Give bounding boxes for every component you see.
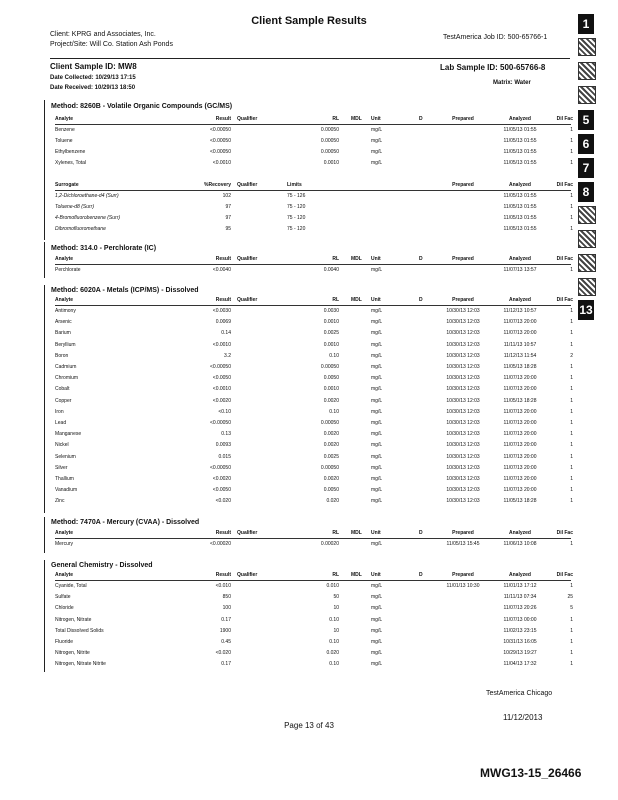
- cell-prep: 10/30/13 12:03: [446, 352, 480, 359]
- cell-anal: 11/07/13 20:00: [503, 453, 537, 460]
- cell-anal: 11/01/13 17:12: [503, 583, 537, 589]
- cell-dil: 1: [570, 364, 573, 370]
- table-row: [55, 330, 571, 340]
- cell-analyte: Beryllium: [55, 341, 76, 348]
- cell-dil: 1: [570, 627, 573, 634]
- header-rule: [55, 580, 571, 581]
- cell-prep: 10/30/13 12:03: [446, 487, 480, 494]
- mercury-section: [44, 517, 573, 553]
- cell-unit: mg/L: [371, 364, 383, 370]
- side-tab: 8: [578, 182, 594, 202]
- cell-dil: 25: [567, 594, 573, 601]
- cell-rl: 0.0025: [323, 330, 339, 337]
- cell-result: <0.020: [215, 650, 231, 657]
- cell-analyte: Sulfate: [55, 594, 71, 601]
- cell-analyte: Silver: [55, 464, 68, 471]
- cell-dil: 1: [570, 308, 573, 314]
- cell-rl: 0.0025: [323, 453, 339, 460]
- cell-unit: mg/L: [371, 352, 383, 359]
- col-analyte: Analyte: [55, 116, 74, 122]
- cell-analyte: Total Dissolved Solids: [55, 627, 104, 634]
- cell-analyte: Cadmium: [55, 364, 77, 370]
- cell-unit: mg/L: [371, 420, 383, 426]
- table-row: [55, 409, 571, 419]
- cell-rl: 0.10: [329, 352, 339, 359]
- barcode-mark-icon: [578, 86, 596, 104]
- col-dil: Dil Fac: [556, 182, 573, 188]
- cell-anal: 11/05/13 18:28: [503, 397, 537, 404]
- cell-result: 1900: [219, 627, 231, 634]
- cell-unit: mg/L: [371, 650, 383, 657]
- cell-rl: 0.0010: [323, 341, 339, 348]
- cell-unit: mg/L: [371, 616, 383, 623]
- cell-analyte: Cobalt: [55, 386, 70, 393]
- cell-dil: 5: [570, 605, 573, 612]
- cell-result: <0.0010: [212, 341, 231, 348]
- cell-analyte: Nickel: [55, 442, 69, 449]
- table-row: [55, 476, 571, 486]
- table-row: [55, 628, 571, 638]
- cell-rl: 0.00050: [320, 464, 339, 471]
- cell-rl: 0.10: [329, 661, 339, 668]
- cell-prep: 11/01/13 10:30: [446, 583, 480, 589]
- col-qualifier: Qualifier: [237, 182, 258, 188]
- table-row: [55, 583, 571, 593]
- cell-analyte: Chromium: [55, 375, 79, 382]
- table-row: [55, 342, 571, 352]
- table-header: Analyte Result Qualifier RL MDL Unit D Prepared Analyzed Dil Fac: [55, 572, 573, 578]
- cell-anal: 11/07/13 00:00: [503, 616, 537, 623]
- side-tab: 5: [578, 110, 594, 130]
- cell-anal: 11/05/13 18:28: [503, 498, 537, 505]
- table-row: [55, 375, 571, 385]
- date-received: Date Received: 10/29/13 18:50: [50, 85, 136, 91]
- cell-analyte: Barium: [55, 330, 71, 337]
- barcode-mark-icon: [578, 38, 596, 56]
- cell-anal: 11/07/13 20:00: [503, 442, 537, 449]
- cell-result: 100: [222, 605, 231, 612]
- col-prepared: Prepared: [452, 182, 474, 188]
- cell-result: 0.0093: [215, 442, 231, 449]
- cell-unit: mg/L: [371, 627, 383, 634]
- page-number: Page 13 of 43: [284, 721, 334, 730]
- cell-rl: 0.010: [326, 583, 339, 589]
- section-title: Method: 7470A - Mercury (CVAA) - Dissolved: [51, 519, 200, 526]
- sample-dates: [50, 73, 136, 93]
- cell-unit: mg/L: [371, 442, 383, 449]
- cell-rl: 0.00050: [320, 420, 339, 426]
- cell-result: <0.020: [215, 498, 231, 505]
- col-analyzed: Analyzed: [509, 182, 531, 188]
- cell-analyte: Cyanide, Total: [55, 583, 87, 589]
- cell-analyte: Vanadium: [55, 487, 78, 494]
- metals-section: [44, 285, 573, 513]
- table-row: [55, 431, 571, 441]
- section-title: Method: 6020A - Metals (ICP/MS) - Dissolved: [51, 287, 199, 294]
- cell-anal: 11/02/13 23:15: [503, 627, 537, 634]
- table-row: [55, 353, 571, 363]
- cell-unit: mg/L: [371, 308, 383, 314]
- cell-prep: 10/30/13 12:03: [446, 408, 480, 415]
- cell-result: 0.17: [221, 661, 231, 668]
- cell-unit: mg/L: [371, 375, 383, 382]
- page-title: Client Sample Results: [251, 15, 367, 27]
- matrix: Matrix: Water: [493, 80, 531, 86]
- table-row: [55, 454, 571, 464]
- cell-result: 3.2: [224, 352, 231, 359]
- cell-prep: 10/30/13 12:03: [446, 341, 480, 348]
- col-recovery: %Recovery: [204, 182, 231, 188]
- perchlorate-section: [44, 242, 573, 278]
- cell-rl: 0.10: [329, 639, 339, 645]
- cell-result: 0.14: [221, 330, 231, 337]
- cell-rl: 0.0030: [323, 308, 339, 314]
- col-rl: RL: [332, 116, 339, 122]
- cell-dil: 1: [570, 498, 573, 505]
- cell-rl: 0.0050: [323, 487, 339, 494]
- cell-rl: 0.10: [329, 408, 339, 415]
- cell-result: <0.0050: [212, 487, 231, 494]
- cell-unit: mg/L: [371, 594, 383, 601]
- table-row: [55, 650, 571, 660]
- cell-rl: 50: [333, 594, 339, 601]
- table-row: Toluene <0.00050 0.00050 mg/L 11/05/13 01:55 1: [55, 138, 573, 144]
- cell-anal: 11/07/13 20:00: [503, 375, 537, 382]
- side-tab: 6: [578, 134, 594, 154]
- cell-dil: 1: [570, 583, 573, 589]
- cell-result: <0.0020: [212, 476, 231, 482]
- cell-prep: 10/30/13 12:03: [446, 442, 480, 449]
- side-tab: 13: [578, 300, 594, 320]
- cell-anal: 10/31/13 16:05: [503, 639, 537, 645]
- table-row: [55, 617, 571, 627]
- table-row: [55, 386, 571, 396]
- section-title: Method: 8260B - Volatile Organic Compounds (GC/MS): [51, 103, 233, 110]
- col-prepared: Prepared: [452, 116, 474, 122]
- client-sample-id: Client Sample ID: MW8: [50, 62, 137, 71]
- cell-anal: 11/07/13 20:00: [503, 431, 537, 438]
- col-limits: Limits: [287, 182, 302, 188]
- document-id: MWG13-15_26466: [480, 766, 582, 780]
- side-tab: 7: [578, 158, 594, 178]
- cell-result: <0.010: [215, 583, 231, 589]
- cell-prep: 10/30/13 12:03: [446, 431, 480, 438]
- cell-result: <0.0030: [212, 308, 231, 314]
- cell-rl: 0.020: [326, 498, 339, 505]
- cell-result: 0.0069: [215, 319, 231, 326]
- cell-unit: mg/L: [371, 498, 383, 505]
- cell-dil: 1: [570, 341, 573, 348]
- header-rule: [55, 538, 571, 539]
- header-rule: [55, 305, 571, 306]
- cell-result: <0.0020: [212, 397, 231, 404]
- client-block: [50, 30, 173, 50]
- cell-prep: 10/30/13 12:03: [446, 308, 480, 314]
- cell-result: <0.00050: [210, 420, 231, 426]
- cell-anal: 11/07/13 20:00: [503, 330, 537, 337]
- cell-anal: 11/11/13 10:57: [503, 341, 537, 348]
- cell-unit: mg/L: [371, 476, 383, 482]
- col-d: D: [419, 116, 423, 122]
- cell-anal: 11/07/13 20:00: [503, 408, 537, 415]
- header-rule: [50, 58, 570, 59]
- cell-dil: 1: [570, 616, 573, 623]
- section-title: Method: 314.0 - Perchlorate (IC): [51, 245, 157, 252]
- cell-unit: mg/L: [371, 397, 383, 404]
- cell-anal: 11/07/13 20:00: [503, 464, 537, 471]
- table-row: Xylenes, Total <0.0010 0.0010 mg/L 11/05/13 01:55 1: [55, 160, 573, 166]
- cell-prep: 10/30/13 12:03: [446, 464, 480, 471]
- cell-unit: mg/L: [371, 464, 383, 471]
- cell-result: 0.45: [221, 639, 231, 645]
- project-site: Project/Site: Will Co. Station Ash Ponds: [50, 41, 173, 48]
- cell-result: <0.0010: [212, 386, 231, 393]
- cell-dil: 1: [570, 650, 573, 657]
- cell-prep: 10/30/13 12:03: [446, 375, 480, 382]
- cell-analyte: Manganese: [55, 431, 82, 438]
- surrogate-row: 4-Bromofluorobenzene (Surr) 97 75 - 120 11/05/13 01:55 1: [55, 215, 573, 221]
- col-analyzed: Analyzed: [509, 116, 531, 122]
- cell-result: <0.00050: [210, 364, 231, 370]
- cell-analyte: Nitrogen, Nitrate Nitrite: [55, 661, 106, 668]
- cell-prep: 10/30/13 12:03: [446, 319, 480, 326]
- table-row: [55, 308, 571, 318]
- cell-anal: 11/07/13 20:00: [503, 386, 537, 393]
- cell-rl: 0.0020: [323, 431, 339, 438]
- col-mdl: MDL: [351, 116, 362, 122]
- cell-analyte: Selenium: [55, 453, 76, 460]
- table-row: [55, 498, 571, 508]
- surrogate-row: Dibromofluoromethane 95 75 - 120 11/05/13 01:55 1: [55, 226, 573, 232]
- cell-unit: mg/L: [371, 386, 383, 393]
- cell-anal: 11/07/13 20:00: [503, 476, 537, 482]
- table-row: [55, 442, 571, 452]
- cell-rl: 0.0010: [323, 386, 339, 393]
- header-rule: [55, 190, 571, 191]
- cell-prep: 10/30/13 12:03: [446, 364, 480, 370]
- table-header: Analyte Result Qualifier RL MDL Unit D Prepared Analyzed Dil Fac: [55, 530, 573, 536]
- surrogate-row: Toluene-d8 (Surr) 97 75 - 120 11/05/13 01:55 1: [55, 204, 573, 210]
- cell-unit: mg/L: [371, 583, 383, 589]
- cell-analyte: Fluoride: [55, 639, 74, 645]
- cell-anal: 11/12/13 11:54: [503, 352, 537, 359]
- cell-dil: 1: [570, 431, 573, 438]
- table-row: [55, 364, 571, 374]
- cell-unit: mg/L: [371, 408, 383, 415]
- col-result: Result: [215, 116, 231, 122]
- col-dil: Dil Fac: [556, 116, 573, 122]
- barcode-mark-icon: [578, 62, 596, 80]
- cell-anal: 11/05/13 18:28: [503, 364, 537, 370]
- cell-unit: mg/L: [371, 319, 383, 326]
- cell-dil: 1: [570, 442, 573, 449]
- cell-dil: 1: [570, 464, 573, 471]
- lab-sample-id: Lab Sample ID: 500-65766-8: [440, 63, 546, 72]
- cell-dil: 1: [570, 375, 573, 382]
- cell-rl: 0.0010: [323, 319, 339, 326]
- cell-result: 0.015: [218, 453, 231, 460]
- col-qualifier: Qualifier: [237, 116, 258, 122]
- table-row: [55, 398, 571, 408]
- barcode-mark-icon: [578, 278, 596, 296]
- cell-analyte: Lead: [55, 420, 67, 426]
- cell-unit: mg/L: [371, 639, 383, 645]
- cell-prep: 10/30/13 12:03: [446, 330, 480, 337]
- cell-dil: 1: [570, 386, 573, 393]
- table-row: [55, 487, 571, 497]
- cell-anal: 11/12/13 10:57: [503, 308, 537, 314]
- cell-prep: 10/30/13 12:03: [446, 453, 480, 460]
- cell-analyte: Boron: [55, 352, 69, 359]
- header-rule: [55, 264, 571, 265]
- barcode-mark-icon: [578, 206, 596, 224]
- cell-rl: 0.0020: [323, 476, 339, 482]
- surrogate-row: 1,2-Dichloroethane-d4 (Surr) 102 75 - 126 11/05/13 01:55 1: [55, 193, 573, 199]
- barcode-mark-icon: [578, 230, 596, 248]
- side-tab: 1: [578, 14, 594, 34]
- cell-rl: 0.020: [326, 650, 339, 657]
- col-surrogate: Surrogate: [55, 182, 79, 188]
- table-row: [55, 639, 571, 649]
- general-chemistry-section: [44, 560, 573, 672]
- cell-unit: mg/L: [371, 453, 383, 460]
- job-id: TestAmerica Job ID: 500-65766-1: [443, 34, 548, 41]
- cell-dil: 1: [570, 639, 573, 645]
- cell-unit: mg/L: [371, 431, 383, 438]
- cell-dil: 1: [570, 397, 573, 404]
- cell-rl: 0.00050: [320, 364, 339, 370]
- cell-dil: 1: [570, 661, 573, 668]
- table-row: Mercury <0.00020 0.00020 mg/L 11/05/13 15:45 11/06/13 10:08 1: [55, 541, 573, 547]
- cell-unit: mg/L: [371, 487, 383, 494]
- cell-dil: 1: [570, 319, 573, 326]
- table-row: Ethylbenzene <0.00050 0.00050 mg/L 11/05/13 01:55 1: [55, 149, 573, 155]
- table-row: [55, 661, 571, 671]
- cell-anal: 11/07/13 20:00: [503, 487, 537, 494]
- cell-rl: 0.0050: [323, 375, 339, 382]
- cell-unit: mg/L: [371, 341, 383, 348]
- table-row: [55, 605, 571, 615]
- cell-result: <0.10: [218, 408, 231, 415]
- cell-anal: 11/07/13 20:26: [503, 605, 537, 612]
- client-name: Client: KPRG and Associates, Inc.: [50, 31, 156, 38]
- cell-result: <0.00050: [210, 464, 231, 471]
- cell-dil: 1: [570, 476, 573, 482]
- cell-rl: 0.10: [329, 616, 339, 623]
- cell-analyte: Arsenic: [55, 319, 72, 326]
- cell-result: <0.0050: [212, 375, 231, 382]
- cell-anal: 11/07/13 20:00: [503, 420, 537, 426]
- table-row: [55, 594, 571, 604]
- table-header: Analyte Result Qualifier RL MDL Unit D Prepared Analyzed Dil Fac: [55, 256, 573, 262]
- cell-anal: 11/04/13 17:32: [503, 661, 537, 668]
- cell-analyte: Iron: [55, 408, 64, 415]
- table-row: Benzene <0.00050 0.00050 mg/L 11/05/13 01:55 1: [55, 127, 573, 133]
- cell-unit: mg/L: [371, 330, 383, 337]
- table-header: Analyte Result Qualifier RL MDL Unit D Prepared Analyzed Dil Fac: [55, 297, 573, 303]
- cell-analyte: Antimony: [55, 308, 76, 314]
- table-row: [55, 420, 571, 430]
- footer-date: 11/12/2013: [503, 713, 543, 722]
- cell-dil: 1: [570, 408, 573, 415]
- cell-dil: 1: [570, 453, 573, 460]
- table-row: Perchlorate <0.0040 0.0040 mg/L 11/07/13 13:57 1: [55, 267, 573, 273]
- cell-anal: 11/07/13 20:00: [503, 319, 537, 326]
- col-unit: Unit: [371, 116, 381, 122]
- cell-prep: 10/30/13 12:03: [446, 386, 480, 393]
- table-row: [55, 319, 571, 329]
- cell-prep: 10/30/13 12:03: [446, 397, 480, 404]
- table-row: [55, 465, 571, 475]
- cell-rl: 10: [333, 627, 339, 634]
- cell-rl: 0.0020: [323, 442, 339, 449]
- cell-prep: 10/30/13 12:03: [446, 498, 480, 505]
- cell-result: 850: [222, 594, 231, 601]
- cell-analyte: Nitrogen, Nitrite: [55, 650, 90, 657]
- cell-analyte: Zinc: [55, 498, 65, 505]
- section-title: General Chemistry - Dissolved: [51, 562, 153, 569]
- cell-analyte: Copper: [55, 397, 72, 404]
- cell-dil: 1: [570, 487, 573, 494]
- date-collected: Date Collected: 10/29/13 17:15: [50, 75, 136, 81]
- cell-unit: mg/L: [371, 661, 383, 668]
- cell-result: 0.13: [221, 431, 231, 438]
- barcode-mark-icon: [578, 254, 596, 272]
- header-rule: [55, 124, 571, 125]
- cell-unit: mg/L: [371, 605, 383, 612]
- cell-dil: 2: [570, 352, 573, 359]
- footer-lab: TestAmerica Chicago: [486, 690, 553, 697]
- cell-analyte: Nitrogen, Nitrate: [55, 616, 92, 623]
- cell-prep: 10/30/13 12:03: [446, 420, 480, 426]
- cell-anal: 10/29/13 19:27: [503, 650, 537, 657]
- cell-prep: 10/30/13 12:03: [446, 476, 480, 482]
- cell-analyte: Chloride: [55, 605, 74, 612]
- cell-dil: 1: [570, 420, 573, 426]
- cell-result: 0.17: [221, 616, 231, 623]
- cell-dil: 1: [570, 330, 573, 337]
- cell-rl: 0.0020: [323, 397, 339, 404]
- cell-anal: 11/11/13 07:34: [503, 594, 537, 601]
- voc-section: [44, 100, 573, 240]
- cell-analyte: Thallium: [55, 476, 74, 482]
- cell-rl: 10: [333, 605, 339, 612]
